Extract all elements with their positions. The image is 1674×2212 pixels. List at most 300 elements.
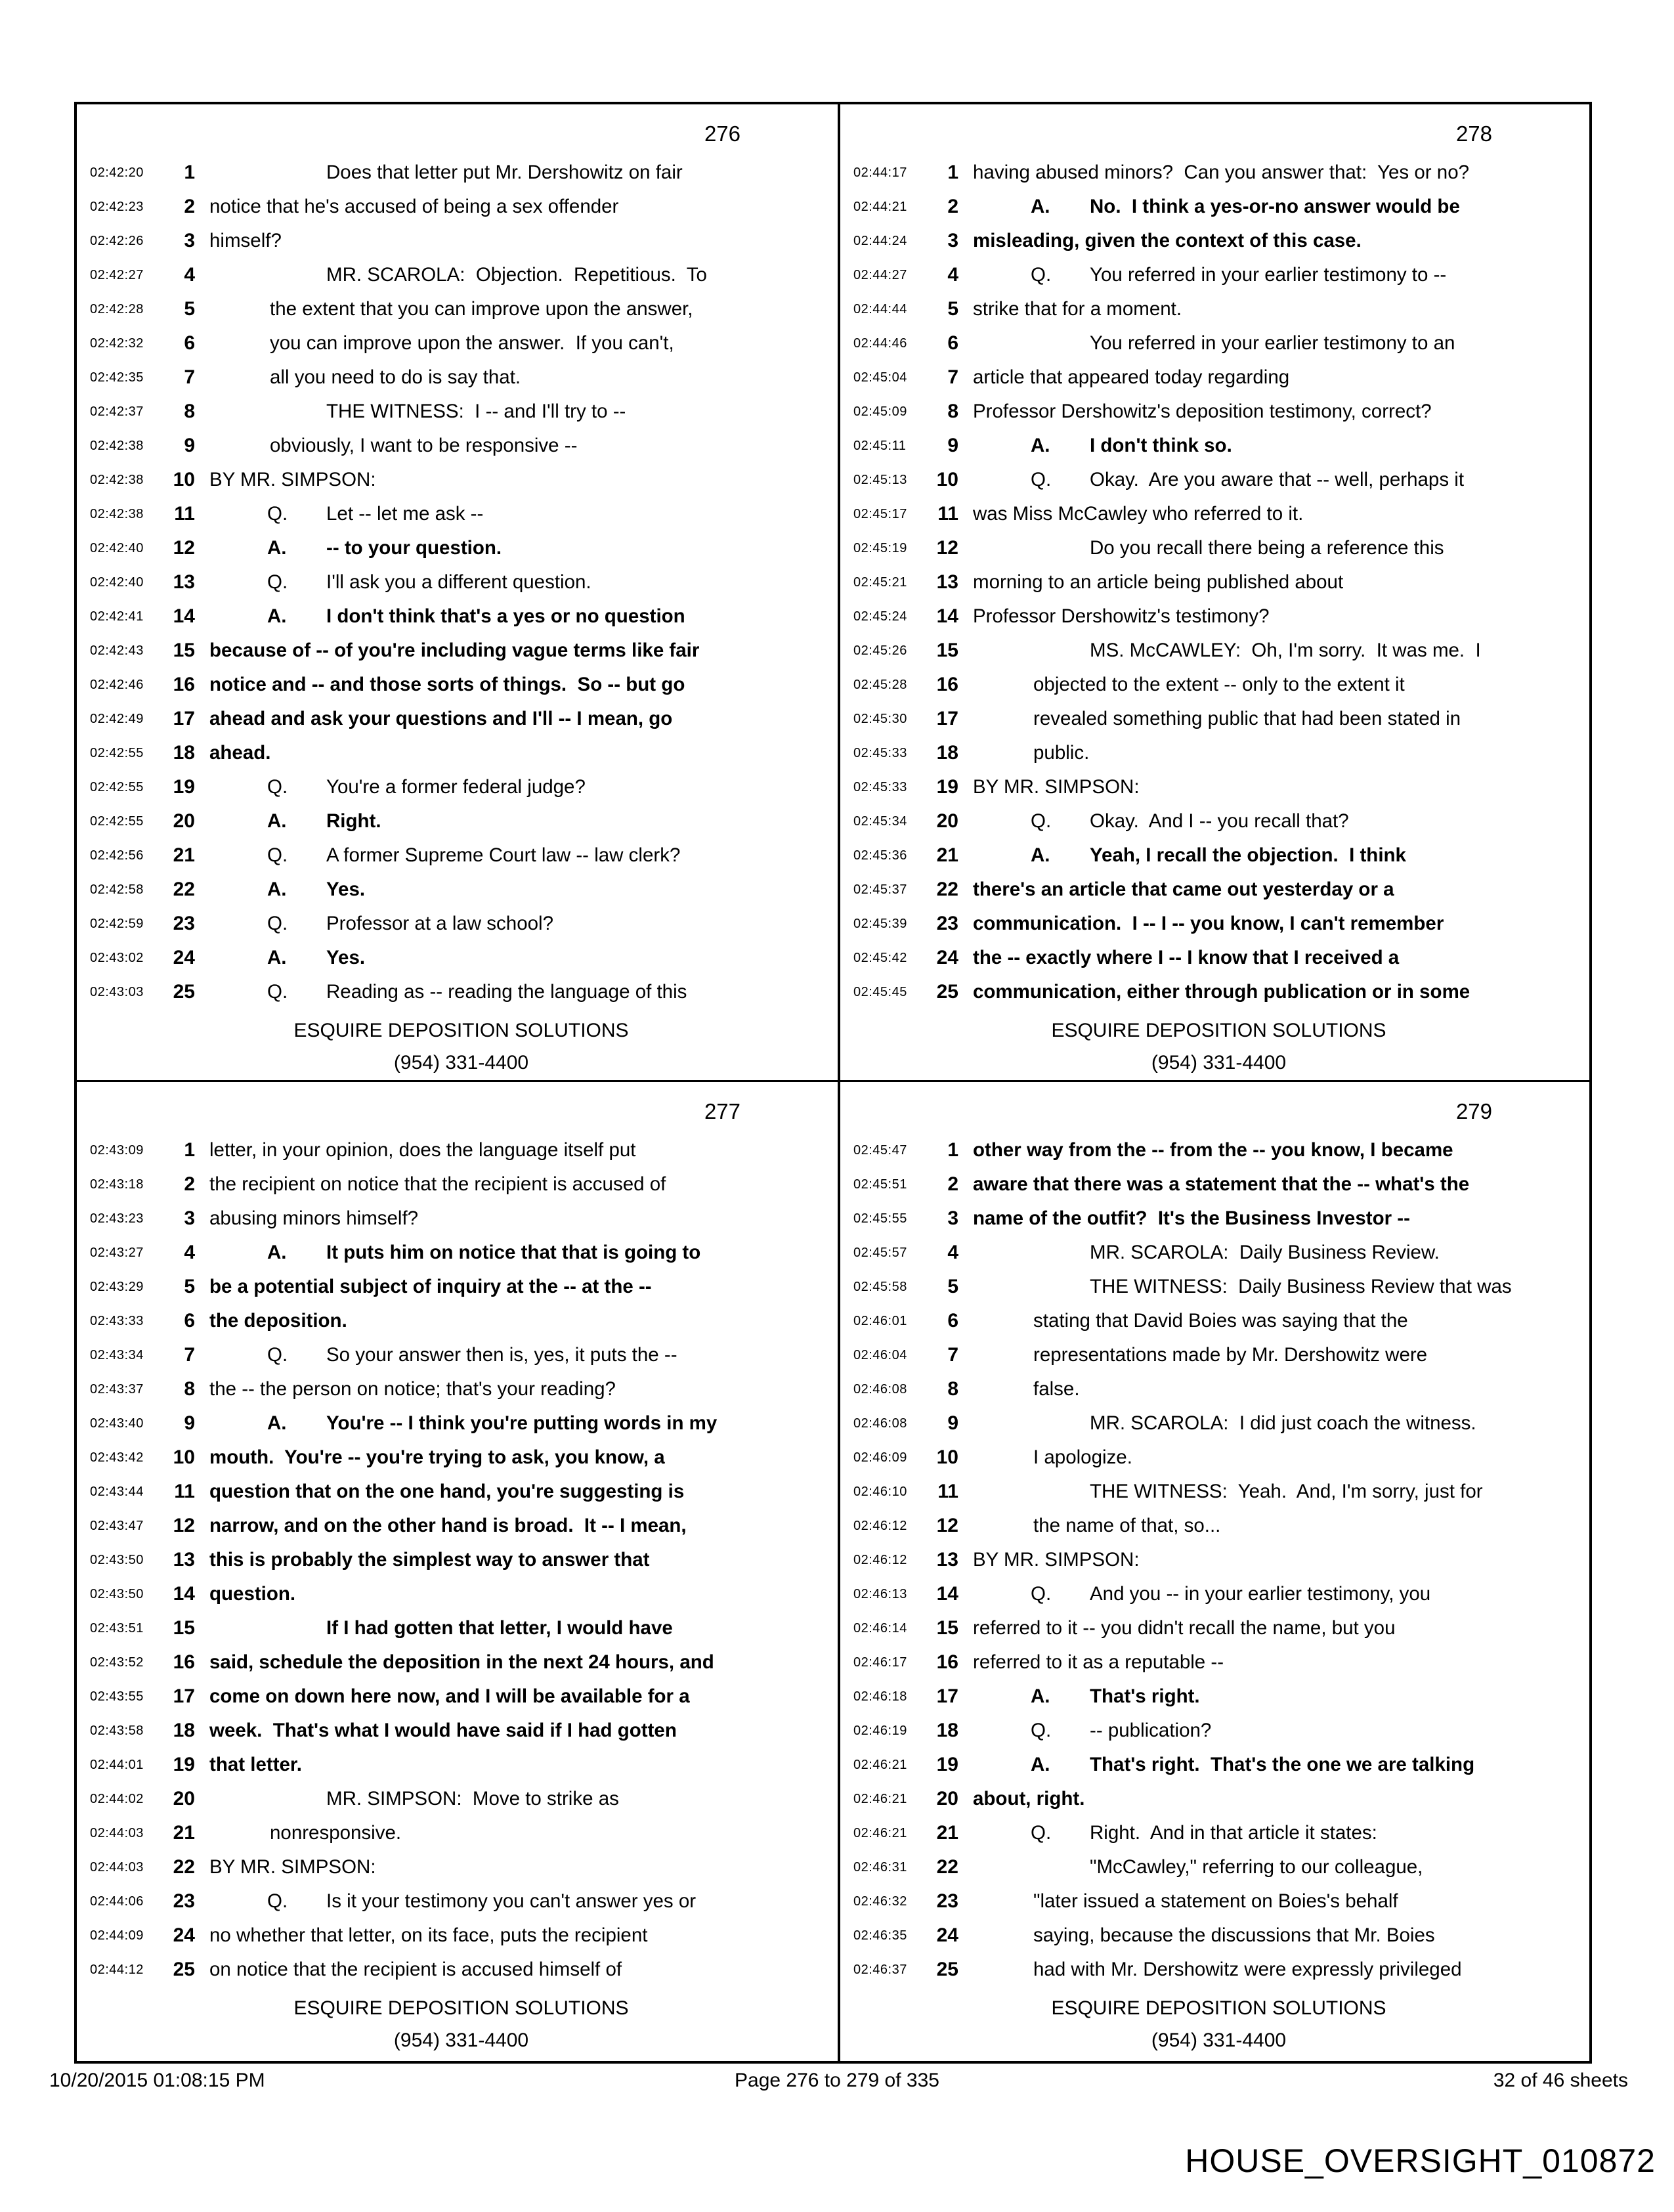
line-number: 18 bbox=[936, 1720, 958, 1741]
line-number: 4 bbox=[184, 264, 195, 286]
transcript-line bbox=[848, 1304, 1589, 1338]
line-text: about, right. bbox=[973, 1788, 1085, 1810]
transcript-line bbox=[848, 804, 1589, 838]
timestamp: 02:42:38 bbox=[90, 507, 144, 521]
line-number: 19 bbox=[936, 776, 958, 798]
line-text: article that appeared today regarding bbox=[973, 366, 1290, 388]
qa-label: Q. bbox=[267, 776, 288, 798]
line-text: BY MR. SIMPSON: bbox=[209, 469, 376, 490]
transcript-line bbox=[848, 1543, 1589, 1577]
transcript-line bbox=[85, 1850, 838, 1884]
transcript-line bbox=[85, 1509, 838, 1543]
timestamp: 02:45:13 bbox=[853, 473, 907, 487]
transcript-line bbox=[848, 326, 1589, 360]
line-text: himself? bbox=[209, 230, 282, 251]
line-number: 8 bbox=[947, 1378, 958, 1400]
qa-label: Q. bbox=[1031, 1720, 1052, 1741]
line-text: having abused minors? Can you answer that: Yes or no? bbox=[973, 162, 1470, 183]
qa-label: Q. bbox=[267, 1890, 288, 1912]
transcript-line bbox=[848, 975, 1589, 1009]
timestamp: 02:42:55 bbox=[90, 780, 144, 794]
line-text: Professor Dershowitz's deposition testimony, correct? bbox=[973, 401, 1432, 422]
transcript-line bbox=[85, 1304, 838, 1338]
line-number: 3 bbox=[947, 230, 958, 251]
reporter-phone: (954) 331-4400 bbox=[393, 2029, 529, 2051]
line-number: 25 bbox=[936, 1959, 958, 1980]
transcript-line bbox=[848, 463, 1589, 497]
line-text: Q. You referred in your earlier testimony to -- bbox=[973, 258, 1589, 292]
line-text: "McCawley," referring to our colleague, bbox=[1090, 1856, 1423, 1878]
timestamp: 02:42:59 bbox=[90, 917, 144, 931]
transcript-line bbox=[85, 1338, 838, 1372]
timestamp: 02:46:21 bbox=[853, 1792, 907, 1806]
timestamp: 02:42:28 bbox=[90, 302, 144, 316]
timestamp: 02:42:41 bbox=[90, 609, 144, 624]
line-number: 15 bbox=[936, 640, 958, 661]
line-text: Q. Is it your testimony you can't answer yes or bbox=[209, 1884, 838, 1919]
timestamp: 02:45:45 bbox=[853, 985, 907, 999]
reporter-footer bbox=[848, 1992, 1589, 2056]
transcript-line bbox=[85, 1236, 838, 1270]
transcript-line bbox=[848, 1577, 1589, 1611]
line-number: 21 bbox=[936, 1822, 958, 1844]
line-text: Do you recall there being a reference this bbox=[1090, 537, 1444, 559]
line-text: morning to an article being published about bbox=[973, 571, 1344, 593]
line-number: 14 bbox=[936, 1583, 958, 1605]
line-number: 18 bbox=[173, 1720, 195, 1741]
qa-label: A. bbox=[267, 605, 287, 627]
line-text: THE WITNESS: Yeah. And, I'm sorry, just for bbox=[1090, 1481, 1483, 1502]
timestamp: 02:42:56 bbox=[90, 848, 144, 863]
timestamp: 02:45:37 bbox=[853, 882, 907, 897]
transcript-line bbox=[85, 565, 838, 599]
timestamp: 02:44:21 bbox=[853, 200, 907, 214]
line-text: public. bbox=[1033, 742, 1090, 764]
line-number: 21 bbox=[936, 844, 958, 866]
document-footer bbox=[0, 2070, 1674, 2097]
transcript-line bbox=[85, 1816, 838, 1850]
line-text: BY MR. SIMPSON: bbox=[973, 776, 1140, 798]
line-number: 6 bbox=[947, 332, 958, 354]
line-number: 13 bbox=[173, 1549, 195, 1571]
transcript-line bbox=[85, 804, 838, 838]
line-number: 12 bbox=[936, 537, 958, 559]
timestamp: 02:43:55 bbox=[90, 1689, 144, 1704]
line-number: 17 bbox=[936, 1685, 958, 1707]
transcript-line bbox=[848, 1475, 1589, 1509]
qa-label: Q. bbox=[267, 844, 288, 866]
line-number: 6 bbox=[184, 332, 195, 354]
timestamp: 02:46:19 bbox=[853, 1724, 907, 1738]
line-text: question that on the one hand, you're suggesting is bbox=[209, 1481, 685, 1502]
transcript-line bbox=[848, 1714, 1589, 1748]
transcript-line bbox=[85, 531, 838, 565]
line-text: MS. McCAWLEY: Oh, I'm sorry. It was me. I bbox=[1090, 640, 1481, 661]
transcript-line bbox=[848, 224, 1589, 258]
qa-label: Q. bbox=[267, 913, 288, 934]
timestamp: 02:42:38 bbox=[90, 439, 144, 453]
transcript-line bbox=[85, 1714, 838, 1748]
line-number: 20 bbox=[173, 810, 195, 832]
transcript-page-277 bbox=[77, 1082, 840, 2061]
line-text: A. It puts him on notice that that is going to bbox=[209, 1236, 838, 1270]
transcript-line bbox=[848, 1509, 1589, 1543]
line-text: the -- exactly where I -- I know that I received a bbox=[973, 947, 1400, 968]
timestamp: 02:43:50 bbox=[90, 1553, 144, 1567]
line-text: A. Yeah, I recall the objection. I think bbox=[973, 838, 1589, 873]
timestamp: 02:44:06 bbox=[90, 1894, 144, 1909]
timestamp: 02:42:40 bbox=[90, 575, 144, 590]
line-number: 14 bbox=[173, 1583, 195, 1605]
line-text: notice and -- and those sorts of things. So -- but go bbox=[209, 674, 685, 695]
timestamp: 02:43:40 bbox=[90, 1416, 144, 1431]
timestamp: 02:44:03 bbox=[90, 1826, 144, 1840]
transcript-line bbox=[85, 1680, 838, 1714]
timestamp: 02:45:34 bbox=[853, 814, 907, 829]
line-text: MR. SCAROLA: Objection. Repetitious. To bbox=[326, 264, 707, 286]
line-text: A. I don't think so. bbox=[973, 429, 1589, 463]
transcript-line bbox=[848, 1782, 1589, 1816]
qa-label: A. bbox=[267, 1242, 287, 1263]
timestamp: 02:46:10 bbox=[853, 1485, 907, 1499]
line-number: 10 bbox=[936, 469, 958, 490]
page-number: 278 bbox=[1455, 121, 1492, 146]
transcript-line bbox=[85, 975, 838, 1009]
reporter-phone: (954) 331-4400 bbox=[1151, 1052, 1287, 1073]
page-number: 277 bbox=[704, 1099, 740, 1123]
line-text: this is probably the simplest way to answer that bbox=[209, 1549, 650, 1571]
reporter-company: ESQUIRE DEPOSITION SOLUTIONS bbox=[293, 1997, 629, 2019]
line-number: 23 bbox=[173, 1890, 195, 1912]
timestamp: 02:43:47 bbox=[90, 1519, 144, 1533]
qa-label: Q. bbox=[1031, 469, 1052, 490]
transcript-line bbox=[85, 770, 838, 804]
reporter-company: ESQUIRE DEPOSITION SOLUTIONS bbox=[293, 1020, 629, 1041]
line-number: 6 bbox=[184, 1310, 195, 1332]
timestamp: 02:43:02 bbox=[90, 951, 144, 965]
line-text: Q. Okay. And I -- you recall that? bbox=[973, 804, 1589, 838]
transcript-line bbox=[85, 463, 838, 497]
timestamp: 02:45:42 bbox=[853, 951, 907, 965]
line-text: Q. -- publication? bbox=[973, 1714, 1589, 1748]
timestamp: 02:45:57 bbox=[853, 1246, 907, 1260]
transcript-line bbox=[848, 1441, 1589, 1475]
line-text: A. That's right. bbox=[973, 1680, 1589, 1714]
line-text: aware that there was a statement that the -- what's the bbox=[973, 1173, 1470, 1195]
line-number: 4 bbox=[947, 1242, 958, 1263]
line-text: letter, in your opinion, does the language itself put bbox=[209, 1139, 636, 1161]
transcript-line bbox=[85, 1406, 838, 1441]
transcript-line bbox=[85, 1748, 838, 1782]
timestamp: 02:46:14 bbox=[853, 1621, 907, 1636]
line-text: You referred in your earlier testimony to an bbox=[1090, 332, 1455, 354]
line-number: 12 bbox=[173, 1515, 195, 1536]
transcript-line bbox=[85, 190, 838, 224]
qa-label: Q. bbox=[1031, 1822, 1052, 1844]
transcript-line bbox=[85, 634, 838, 668]
line-text: MR. SCAROLA: I did just coach the witness. bbox=[1090, 1412, 1476, 1434]
timestamp: 02:45:21 bbox=[853, 575, 907, 590]
line-text: A. Yes. bbox=[209, 941, 838, 975]
line-number: 6 bbox=[947, 1310, 958, 1332]
line-text: Professor Dershowitz's testimony? bbox=[973, 605, 1270, 627]
line-number: 9 bbox=[184, 435, 195, 456]
timestamp: 02:42:26 bbox=[90, 234, 144, 248]
transcript-line bbox=[848, 1680, 1589, 1714]
line-number: 15 bbox=[173, 1617, 195, 1639]
transcript-line bbox=[848, 565, 1589, 599]
line-text: A. -- to your question. bbox=[209, 531, 838, 565]
line-number: 23 bbox=[936, 1890, 958, 1912]
reporter-footer bbox=[85, 1992, 838, 2056]
qa-label: Q. bbox=[1031, 264, 1052, 286]
timestamp: 02:43:29 bbox=[90, 1280, 144, 1294]
transcript-line bbox=[848, 1167, 1589, 1202]
timestamp: 02:46:17 bbox=[853, 1655, 907, 1670]
transcript-line bbox=[848, 258, 1589, 292]
timestamp: 02:42:58 bbox=[90, 882, 144, 897]
line-number: 17 bbox=[173, 1685, 195, 1707]
bates-number: HOUSE_OVERSIGHT_010872 bbox=[1185, 2142, 1656, 2179]
line-text: referred to it as a reputable -- bbox=[973, 1651, 1224, 1673]
line-number: 5 bbox=[947, 298, 958, 320]
timestamp: 02:46:21 bbox=[853, 1826, 907, 1840]
line-text: obviously, I want to be responsive -- bbox=[270, 435, 578, 456]
timestamp: 02:46:21 bbox=[853, 1758, 907, 1772]
line-number: 22 bbox=[936, 878, 958, 900]
line-number: 1 bbox=[947, 162, 958, 183]
line-number: 14 bbox=[936, 605, 958, 627]
transcript-line bbox=[85, 941, 838, 975]
line-number: 15 bbox=[173, 640, 195, 661]
line-text: because of -- of you're including vague terms like fair bbox=[209, 640, 700, 661]
line-number: 3 bbox=[947, 1207, 958, 1229]
line-text: MR. SIMPSON: Move to strike as bbox=[326, 1788, 619, 1810]
line-text: the -- the person on notice; that's your reading? bbox=[209, 1378, 616, 1400]
timestamp: 02:46:35 bbox=[853, 1928, 907, 1943]
line-text: saying, because the discussions that Mr. Boies bbox=[1033, 1924, 1435, 1946]
transcript-line bbox=[85, 1167, 838, 1202]
timestamp: 02:45:11 bbox=[853, 439, 907, 453]
line-text: Q. Professor at a law school? bbox=[209, 907, 838, 941]
transcript-line bbox=[848, 190, 1589, 224]
line-text: objected to the extent -- only to the extent it bbox=[1033, 674, 1405, 695]
line-number: 7 bbox=[184, 366, 195, 388]
reporter-phone: (954) 331-4400 bbox=[393, 1052, 529, 1073]
transcript-line bbox=[85, 1543, 838, 1577]
qa-label: A. bbox=[1031, 435, 1050, 456]
timestamp: 02:42:37 bbox=[90, 404, 144, 419]
line-text: A. That's right. That's the one we are talking bbox=[973, 1748, 1589, 1782]
timestamp: 02:42:43 bbox=[90, 643, 144, 658]
transcript-line bbox=[848, 1133, 1589, 1167]
reporter-phone: (954) 331-4400 bbox=[1151, 2029, 1287, 2051]
line-text: Q. A former Supreme Court law -- law clerk? bbox=[209, 838, 838, 873]
timestamp: 02:42:38 bbox=[90, 473, 144, 487]
line-text: no whether that letter, on its face, puts the recipient bbox=[209, 1924, 648, 1946]
timestamp: 02:45:09 bbox=[853, 404, 907, 419]
timestamp: 02:44:12 bbox=[90, 1963, 144, 1977]
timestamp: 02:44:03 bbox=[90, 1860, 144, 1875]
line-text: If I had gotten that letter, I would have bbox=[326, 1617, 673, 1639]
timestamp: 02:45:47 bbox=[853, 1143, 907, 1158]
transcript-line bbox=[848, 531, 1589, 565]
qa-label: Q. bbox=[1031, 1583, 1052, 1605]
line-text: on notice that the recipient is accused himself of bbox=[209, 1959, 622, 1980]
line-number: 11 bbox=[174, 1481, 195, 1502]
line-text: misleading, given the context of this case. bbox=[973, 230, 1362, 251]
qa-label: A. bbox=[267, 878, 287, 900]
timestamp: 02:43:51 bbox=[90, 1621, 144, 1636]
timestamp: 02:46:04 bbox=[853, 1348, 907, 1362]
transcript-line bbox=[85, 1441, 838, 1475]
line-number: 12 bbox=[173, 537, 195, 559]
line-text: other way from the -- from the -- you know, I became bbox=[973, 1139, 1453, 1161]
line-number: 19 bbox=[173, 1754, 195, 1775]
line-list bbox=[848, 156, 1589, 1009]
timestamp: 02:42:23 bbox=[90, 200, 144, 214]
line-number: 19 bbox=[173, 776, 195, 798]
line-number: 25 bbox=[173, 1959, 195, 1980]
transcript-line bbox=[85, 429, 838, 463]
timestamp: 02:46:08 bbox=[853, 1382, 907, 1397]
timestamp: 02:45:19 bbox=[853, 541, 907, 555]
timestamp: 02:44:09 bbox=[90, 1928, 144, 1943]
line-text: was Miss McCawley who referred to it. bbox=[973, 503, 1304, 525]
line-number: 25 bbox=[173, 981, 195, 1003]
transcript-page-276 bbox=[77, 104, 840, 1082]
timestamp: 02:45:33 bbox=[853, 780, 907, 794]
transcript-line bbox=[85, 224, 838, 258]
line-number: 19 bbox=[936, 1754, 958, 1775]
line-text: A. I don't think that's a yes or no question bbox=[209, 599, 838, 634]
transcript-line bbox=[848, 497, 1589, 531]
line-text: all you need to do is say that. bbox=[270, 366, 521, 388]
transcript-line bbox=[848, 770, 1589, 804]
line-number: 20 bbox=[936, 1788, 958, 1810]
line-text: Q. Let -- let me ask -- bbox=[209, 497, 838, 531]
line-number: 15 bbox=[936, 1617, 958, 1639]
footer-page-range: Page 276 to 279 of 335 bbox=[735, 2070, 939, 2091]
timestamp: 02:46:12 bbox=[853, 1519, 907, 1533]
line-text: Q. Right. And in that article it states: bbox=[973, 1816, 1589, 1850]
line-text: BY MR. SIMPSON: bbox=[209, 1856, 376, 1878]
timestamp: 02:45:58 bbox=[853, 1280, 907, 1294]
transcript-page-279 bbox=[840, 1082, 1589, 2061]
qa-label: A. bbox=[267, 1412, 287, 1434]
timestamp: 02:44:27 bbox=[853, 268, 907, 282]
reporter-company: ESQUIRE DEPOSITION SOLUTIONS bbox=[1051, 1020, 1386, 1041]
transcript-line bbox=[848, 1202, 1589, 1236]
transcript-line bbox=[848, 156, 1589, 190]
line-text: week. That's what I would have said if I had gotten bbox=[209, 1720, 677, 1741]
line-text: notice that he's accused of being a sex offender bbox=[209, 196, 619, 217]
timestamp: 02:43:18 bbox=[90, 1177, 144, 1192]
transcript-line bbox=[848, 395, 1589, 429]
line-number: 7 bbox=[947, 1344, 958, 1366]
transcript-grid bbox=[74, 102, 1592, 2064]
line-list bbox=[85, 1133, 838, 1987]
transcript-line bbox=[848, 668, 1589, 702]
line-text: the extent that you can improve upon the answer, bbox=[270, 298, 693, 320]
line-number: 17 bbox=[936, 708, 958, 729]
transcript-line bbox=[85, 702, 838, 736]
timestamp: 02:42:20 bbox=[90, 165, 144, 180]
transcript-line bbox=[85, 1919, 838, 1953]
timestamp: 02:46:09 bbox=[853, 1450, 907, 1465]
qa-label: Q. bbox=[267, 1344, 288, 1366]
timestamp: 02:44:17 bbox=[853, 165, 907, 180]
line-text: be a potential subject of inquiry at the -- at the -- bbox=[209, 1276, 652, 1297]
transcript-line bbox=[85, 907, 838, 941]
line-number: 24 bbox=[936, 1924, 958, 1946]
timestamp: 02:45:51 bbox=[853, 1177, 907, 1192]
qa-label: A. bbox=[1031, 1754, 1050, 1775]
page-number: 276 bbox=[704, 121, 740, 146]
timestamp: 02:43:33 bbox=[90, 1314, 144, 1328]
transcript-line bbox=[85, 838, 838, 873]
transcript-line bbox=[85, 1270, 838, 1304]
line-text: representations made by Mr. Dershowitz were bbox=[1033, 1344, 1428, 1366]
line-number: 13 bbox=[936, 571, 958, 593]
line-number: 9 bbox=[947, 1412, 958, 1434]
line-number: 2 bbox=[184, 1173, 195, 1195]
transcript-line bbox=[848, 1406, 1589, 1441]
line-number: 1 bbox=[947, 1139, 958, 1161]
line-text: false. bbox=[1033, 1378, 1080, 1400]
transcript-line bbox=[85, 326, 838, 360]
line-text: stating that David Boies was saying that the bbox=[1033, 1310, 1408, 1332]
qa-label: A. bbox=[267, 537, 287, 559]
line-number: 24 bbox=[936, 947, 958, 968]
transcript-line bbox=[848, 1645, 1589, 1680]
transcript-line bbox=[848, 599, 1589, 634]
line-text: had with Mr. Dershowitz were expressly privileged bbox=[1033, 1959, 1462, 1980]
line-number: 10 bbox=[936, 1446, 958, 1468]
line-number: 5 bbox=[184, 298, 195, 320]
transcript-line bbox=[85, 1782, 838, 1816]
timestamp: 02:43:09 bbox=[90, 1143, 144, 1158]
transcript-line bbox=[85, 1577, 838, 1611]
timestamp: 02:46:31 bbox=[853, 1860, 907, 1875]
line-number: 7 bbox=[947, 366, 958, 388]
line-number: 13 bbox=[936, 1549, 958, 1571]
line-number: 14 bbox=[173, 605, 195, 627]
transcript-line bbox=[85, 1645, 838, 1680]
transcript-line bbox=[848, 360, 1589, 395]
line-number: 10 bbox=[173, 1446, 195, 1468]
transcript-line bbox=[848, 1236, 1589, 1270]
timestamp: 02:42:55 bbox=[90, 814, 144, 829]
transcript-line bbox=[848, 838, 1589, 873]
timestamp: 02:45:26 bbox=[853, 643, 907, 658]
line-number: 23 bbox=[173, 913, 195, 934]
line-text: mouth. You're -- you're trying to ask, you know, a bbox=[209, 1446, 665, 1468]
transcript-line bbox=[848, 1884, 1589, 1919]
line-list bbox=[848, 1133, 1589, 1987]
timestamp: 02:42:40 bbox=[90, 541, 144, 555]
line-text: abusing minors himself? bbox=[209, 1207, 419, 1229]
timestamp: 02:45:39 bbox=[853, 917, 907, 931]
footer-datetime: 10/20/2015 01:08:15 PM bbox=[49, 2070, 265, 2091]
line-number: 2 bbox=[947, 1173, 958, 1195]
timestamp: 02:45:28 bbox=[853, 678, 907, 692]
qa-label: Q. bbox=[267, 503, 288, 525]
transcript-line bbox=[848, 1953, 1589, 1987]
line-text: the deposition. bbox=[209, 1310, 347, 1332]
timestamp: 02:46:13 bbox=[853, 1587, 907, 1601]
line-text: Q. I'll ask you a different question. bbox=[209, 565, 838, 599]
